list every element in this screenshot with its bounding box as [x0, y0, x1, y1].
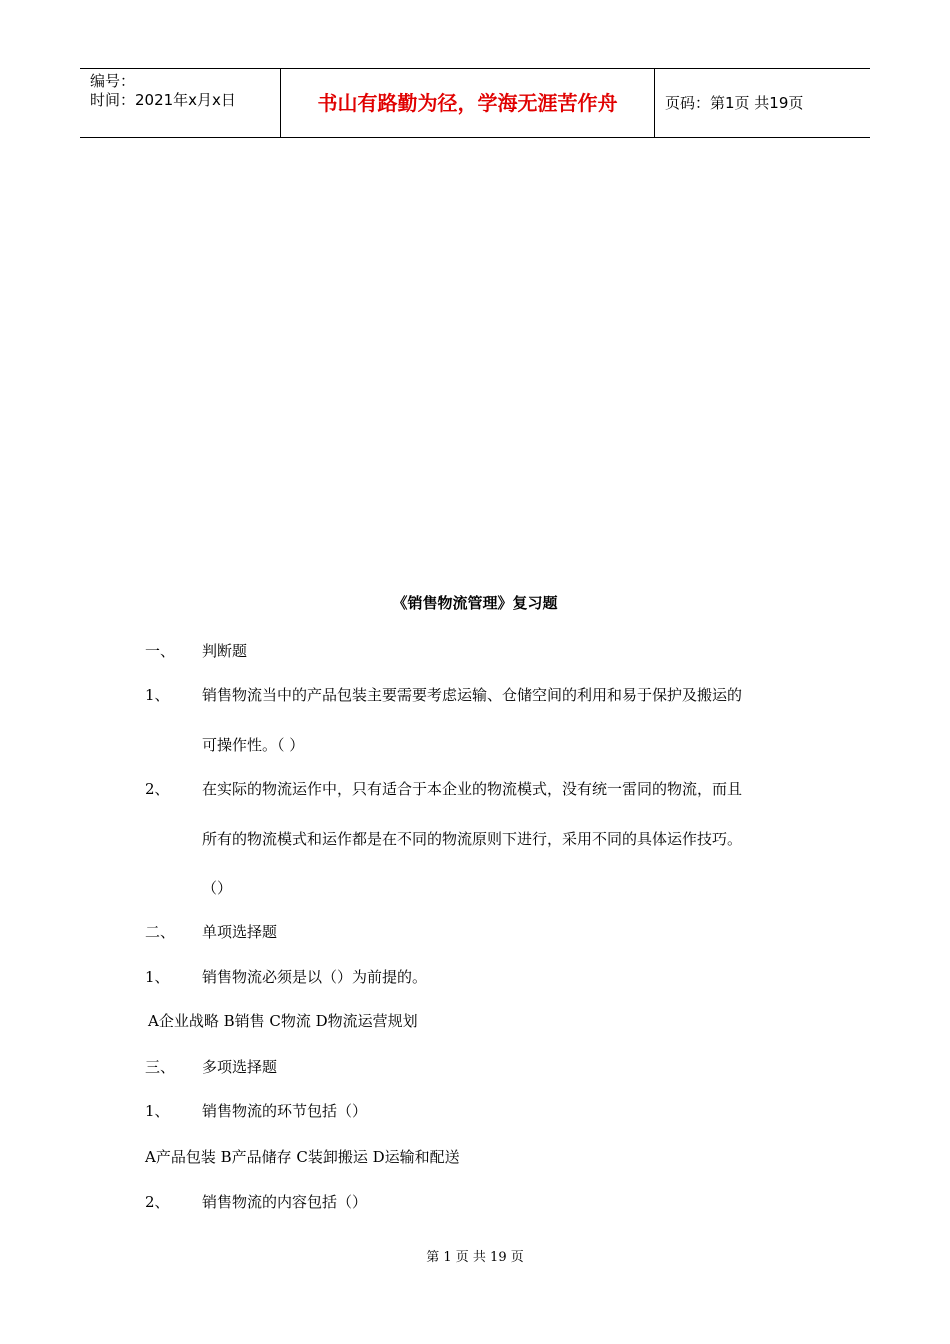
document-title: 《销售物流管理》复习题	[392, 594, 558, 612]
question-number: 2、	[145, 780, 170, 798]
number-label: 编号：	[90, 72, 136, 90]
section-number: 三、	[145, 1058, 176, 1076]
question-number: 1、	[145, 686, 170, 704]
question-options: A产品包装 B产品储存 C装卸搬运 D运输和配送	[145, 1148, 460, 1166]
question-number: 1、	[145, 1102, 170, 1120]
motto-text: 书山有路勤为径，学海无涯苦作舟	[317, 91, 618, 115]
question-text: 所有的物流模式和运作都是在不同的物流原则下进行，采用不同的具体运作技巧。	[202, 830, 743, 848]
document-header	[80, 68, 870, 138]
section-number: 一、	[145, 642, 176, 660]
header-meta-cell	[80, 69, 281, 137]
section-number: 二、	[145, 923, 176, 941]
section-heading: 单项选择题	[202, 923, 278, 941]
section-heading: 多项选择题	[202, 1058, 278, 1076]
question-text: 销售物流的环节包括（）	[202, 1102, 368, 1120]
time-label: 时间：2021年x月x日	[90, 91, 236, 109]
question-text: 销售物流当中的产品包装主要需要考虑运输、仓储空间的利用和易于保护及搬运的	[202, 686, 743, 704]
question-number: 1、	[145, 968, 170, 986]
header-page-cell	[655, 69, 870, 137]
header-motto-cell	[281, 69, 655, 137]
question-text: 销售物流必须是以（）为前提的。	[202, 968, 428, 986]
section-heading: 判断题	[202, 642, 248, 660]
question-text: 销售物流的内容包括（）	[202, 1193, 368, 1211]
question-number: 2、	[145, 1193, 170, 1211]
page-label: 页码：第1页 共19页	[665, 94, 804, 112]
page-footer: 第 1 页 共 19 页	[426, 1250, 524, 1265]
question-text: 在实际的物流运作中，只有适合于本企业的物流模式，没有统一雷同的物流，而且	[202, 780, 743, 798]
question-text: （）	[202, 879, 233, 897]
question-text: 可操作性。（ ）	[202, 736, 305, 754]
question-options: A企业战略 B销售 C物流 D物流运营规划	[148, 1012, 418, 1030]
